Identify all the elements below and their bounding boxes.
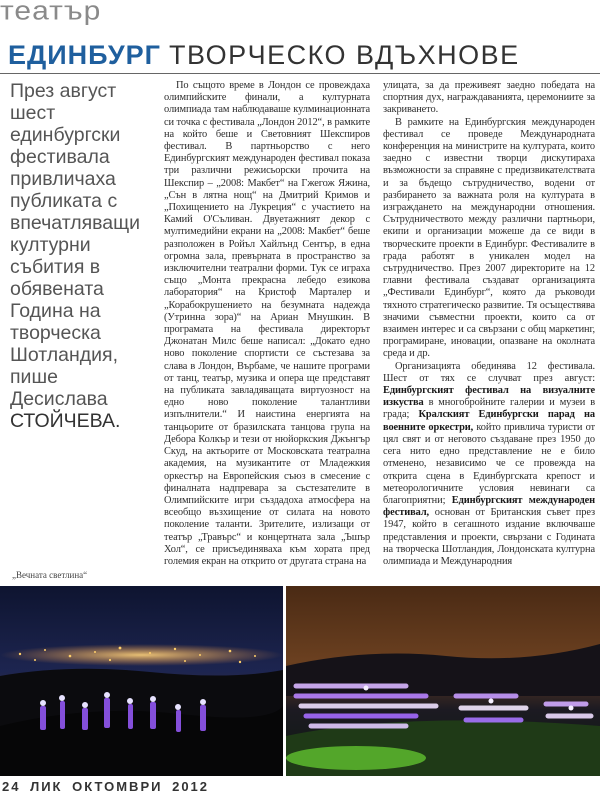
headline-rule: [0, 73, 600, 74]
headline-subtitle: ТВОРЧЕСКО ВДЪХНОВЕ: [169, 40, 520, 70]
headline: [8, 40, 600, 70]
lead-text: През август шест единбургски фестивала привличаха публиката с впечатляващи културни събития в обявената Година на творческа Шотландия, пише Десислава: [10, 80, 141, 410]
festival-military-tattoo: Кралският Единбургски парад на военните оркестри,: [383, 409, 595, 433]
page-number: 24: [2, 779, 21, 794]
photo-caption: „Вечната светлина“: [12, 570, 88, 580]
photo-night-city-hikers: [0, 586, 283, 776]
section-tag: театър: [0, 0, 102, 26]
author-name: СТОЙЧЕВА.: [10, 410, 121, 432]
photo-light-trails: [286, 586, 600, 776]
festival-visual-arts: Единбургският фестивал на визуалните изкуства: [383, 385, 595, 409]
article-column-2: [164, 80, 370, 568]
column-2-paragraph: По същото време в Лондон се провеждаха олимпийските финали, а културната олимпиада там наблюдаваше кулминационната си точка с фестивала „Лондон 2012“, в рамките на който беше и Световният Шекспиров фестивал. В партньорство с него Единбургският международен фестивал показа три различни режисьорски прочита на Шекспир – „2008: Макбет“ на Гжегож Яжина, „Сън в лятна нощ“ на Дмитрий Кримов и „Похищението на Лукреция“ с участието на Камий О'Съливан. Двуетажният декор с мултимедийни екрани на „2008: Макбет“ беше разположен в Ройъл Хайлънд Сентър, в една огромна зала, превърната в пространство за изключителни театрални форми. Тук се играха също „Монта прекрасна лебедо езикова лаборатория“ на Кристоф Марталер и „Корабокрушението на безумната надежда (Утринна зора)“ на Ариан Мнушкин. В програмата на фестивала директорът Джонатан Милс беше написал: „Докато едно ново поколение спортисти се състезава за слава в Лондон, Върбаме, че нашите програми от танц, театър, музика и опера ще представят на публиката завладяващата виртуозност на едно ново поколение талантливи изпълнители.“ И наистина енергията на танцьорите от бразилската танцова група на Дебора Колкър и тези от нюйоркския Джънгър Скуд, на актьорите от Московската театрална академия, на музикантите от Младежкия оркестър на Европейския съюз в смесение с финалната надпревара за състезателите в Олимпийските игри създадоха атмосфера на всеобщо възхищение от силата на новото поколение таланти. Зрителите, излизащи от театър „Травърс“ и концертната зала „Ъшър Хол“, се присъединяваха към хората пред големия екран на открито от другата страна на: [164, 80, 370, 567]
column-3-text-a: Организацията обединява 12 фестивала. Шест от тях се случват през август:: [383, 360, 595, 384]
column-3-paragraph-1: улицата, за да преживеят заедно победата на спортния дух, награждаванията, церемониите за закриването.: [383, 80, 595, 116]
article-column-3: [383, 80, 595, 568]
festival-international: Единбургският международен фестивал,: [383, 494, 595, 519]
column-3-text-c: който привлича туристи от цял свят и от неговото създаване през 1950 до сега нито едно представление не е било отменено, независимо че се провежда на открита сцена в Единбургската крепост и метеорологичните условия невинаги са благоприятни;: [383, 421, 595, 506]
night-city-image: [0, 586, 283, 776]
magazine-name: ЛИК: [30, 779, 63, 794]
column-3-text-d: основан от Британския съвет през 1947, който в сегашното издание включваше представления и проекти, свързани с Годината на творческа Шотландия, Лондонската културна олимпиада и Международния: [383, 507, 596, 567]
light-trails-image: [286, 586, 600, 776]
issue-month: ОКТОМВРИ: [72, 779, 163, 794]
issue-year: 2012: [172, 779, 210, 794]
headline-city: ЕДИНБУРГ: [8, 40, 161, 70]
column-3-text-b: в многобройните галерии и музеи в града;: [383, 397, 596, 421]
column-3-paragraph-3: [383, 361, 595, 568]
column-3-paragraph-2: В рамките на Единбургския международен фестивал се проведе Международната конференция на министрите на културата, които заедно с известни творци дискутираха възможности за справяне с предизвикателствата и за бъдещо сътрудничество, водени от разбирането за важната роля на културата в изграждането на международни отношения. Сътрудничеството между различни партньори, екипи и организации можеше да се види в творческите проекти в Единбург. Фестивалите в града работят в уникален модел на сътрудничество. През 2007 директорите на 12 главни фестивала създават организацията „Фестивали Единбург“, която да ръководи тяхното стратегическо развитие. Тя осъществява значими съвместни проекти, които са от взаимен интерес и са свързани с общ маркетинг, програмиране, иновации, опазване на околната среда и др.: [383, 116, 595, 360]
lead-paragraph: [10, 80, 158, 432]
page-footer: [2, 779, 213, 794]
